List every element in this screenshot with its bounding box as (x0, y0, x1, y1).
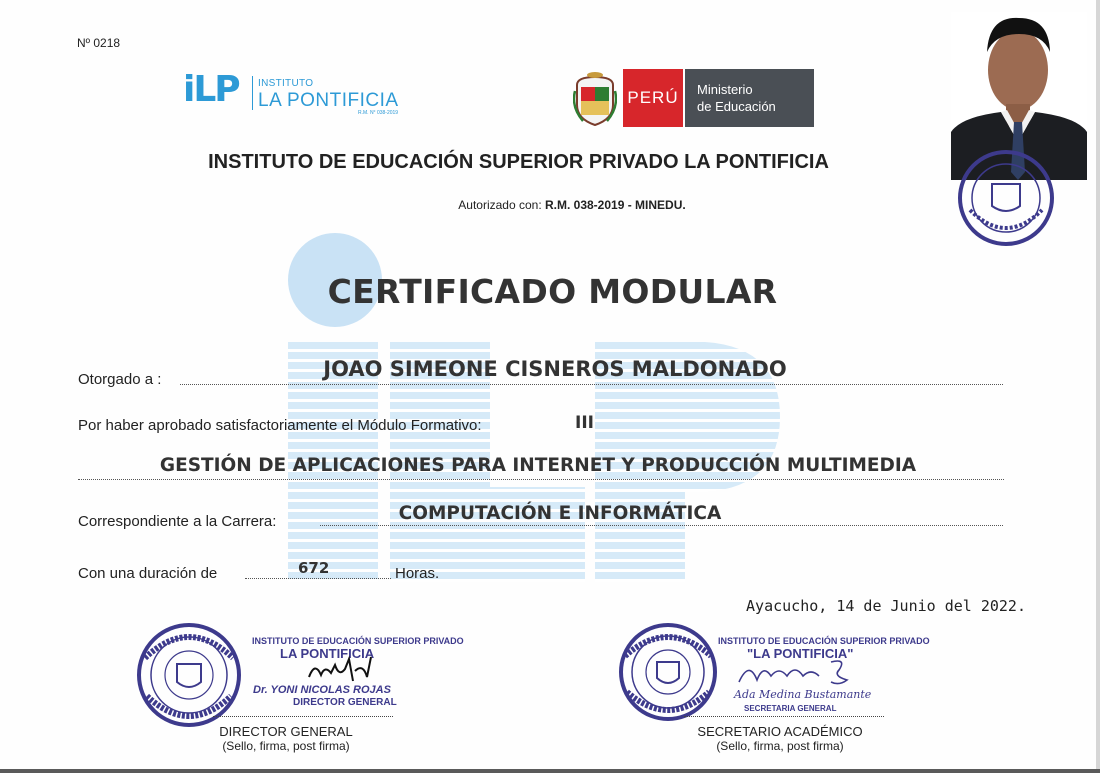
duration-dotted-line (245, 578, 391, 579)
secretary-signature-line (684, 716, 884, 717)
director-stamp-line1: INSTITUTO DE EDUCACIÓN SUPERIOR PRIVADO (252, 636, 464, 646)
certificate-title: CERTIFICADO MODULAR (327, 272, 778, 311)
ilp-logo-divider (252, 76, 253, 110)
ministerio-line1: Ministerio (697, 82, 753, 97)
secretary-caption: SECRETARIO ACADÉMICO (697, 724, 863, 739)
secretary-stamp-line1: INSTITUTO DE EDUCACIÓN SUPERIOR PRIVADO (718, 636, 930, 646)
director-caption: DIRECTOR GENERAL (219, 724, 353, 739)
ilp-logo-line2: LA PONTIFICIA (258, 90, 399, 111)
certificate-number: Nº 0218 (77, 36, 121, 50)
module-label: Por haber aprobado satisfactoriamente el Módulo Formativo: (78, 417, 482, 434)
career-dotted-line (320, 525, 1003, 526)
duration-hours: 672 (298, 559, 330, 577)
director-seal-icon (133, 622, 245, 728)
secretary-stamp-line2: "LA PONTIFICIA" (747, 646, 854, 661)
director-role: DIRECTOR GENERAL (293, 697, 397, 708)
secretary-role: SECRETARIA GENERAL (744, 704, 837, 713)
awarded-dotted-line (180, 384, 1003, 385)
ministerio-box (685, 69, 814, 127)
secretary-seal-icon (615, 622, 721, 722)
secretary-signature-icon (735, 656, 855, 688)
peru-coat-of-arms-icon (573, 71, 617, 127)
career-name: COMPUTACIÓN E INFORMÁTICA (398, 503, 722, 524)
page-edge-bottom (0, 769, 1100, 773)
authorization (0, 198, 1100, 212)
director-signature-icon (305, 655, 385, 685)
awarded-name: JOAO SIMEONE CISNEROS MALDONADO (323, 357, 787, 381)
ilp-logo-line1: INSTITUTO (258, 78, 314, 89)
director-note: (Sello, firma, post firma) (222, 739, 350, 753)
career-label: Correspondiente a la Carrera: (78, 513, 277, 530)
page-edge-right (1096, 0, 1100, 773)
secretary-signer: Ada Medina Bustamante (734, 688, 872, 701)
module-name: GESTIÓN DE APLICACIONES PARA INTERNET Y PRODUCCIÓN MULTIMEDIA (159, 455, 917, 476)
secretary-note: (Sello, firma, post firma) (716, 739, 844, 753)
ministerio-line2: de Educación (697, 99, 776, 114)
peru-label: PERÚ (623, 69, 683, 127)
awarded-label: Otorgado a : (78, 371, 162, 388)
minedu-logo (573, 67, 818, 129)
duration-label: Con una duración de (78, 565, 218, 582)
director-signer: Dr. YONI NICOLAS ROJAS (253, 684, 391, 696)
ilp-logo-letters: iLP (183, 69, 239, 110)
module-dotted-line (78, 479, 1004, 480)
institution-name: INSTITUTO DE EDUCACIÓN SUPERIOR PRIVADO LA PONTIFICIA (208, 151, 829, 173)
ilp-logo (183, 68, 403, 118)
authorization-resolution: R.M. 038-2019 - MINEDU. (545, 198, 686, 212)
authorization-prefix: Autorizado con: (458, 198, 542, 212)
ilp-logo-line3: R.M. N° 038-2019 (358, 110, 399, 116)
module-number: III (575, 413, 594, 433)
director-signature-line (213, 716, 393, 717)
director-stamp-line2: LA PONTIFICIA (280, 646, 375, 661)
duration-unit: Horas. (395, 565, 440, 582)
place-date: Ayacucho, 14 de Junio del 2022. (746, 597, 1026, 615)
